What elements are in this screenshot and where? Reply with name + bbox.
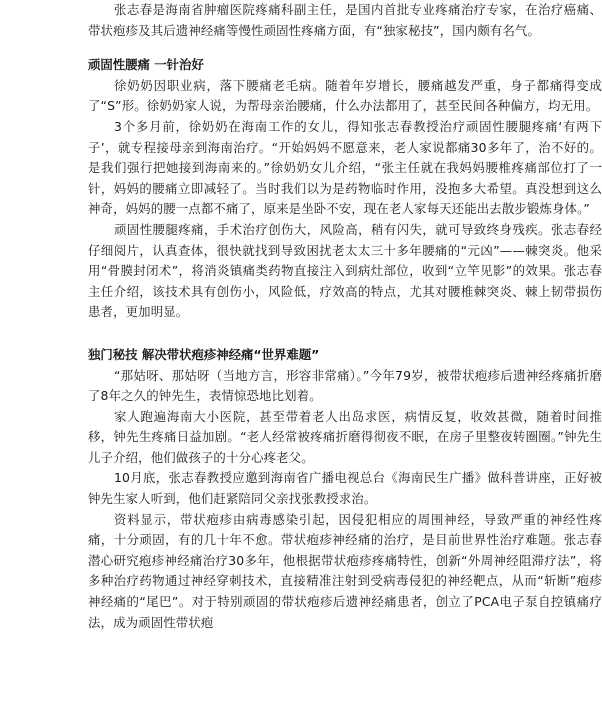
spacer <box>88 323 602 345</box>
paragraph: 徐奶奶因职业病，落下腰痛老毛病。随着年岁增长，腰痛越发严重，身子都痛得变成了“S”形。徐奶奶家人说，为帮母亲治腰痛，什么办法都用了，甚至民间各种偏方，均无用。 <box>88 77 602 114</box>
spacer <box>88 41 602 55</box>
section-heading-lumbar: 顽固性腰痛 一针治好 <box>88 57 204 73</box>
paragraph: 3个多月前，徐奶奶在海南工作的女儿，得知张志春教授治疗顽固性腰腿疼痛‘有两下子’，就专程接母亲到海南治疗。“开始妈妈不愿意来，老人家说都痛30多年了，治不好的。是我们强行把她接到海南来的。”徐奶奶女儿介绍，“张主任就在我妈妈腰椎疼痛部位打了一针，妈妈的腰痛立即减轻了。当时我们以为是药物临时作用，没抱多大希望。真没想到这么神奇，妈妈的腰一点都不痛了，原来是坐卧不安，现在老人家每天还能出去散步锻炼身体。” <box>88 118 602 217</box>
paragraph: 家人跑遍海南大小医院，甚至带着老人出岛求医，病情反复，收效甚微，随着时间推移，钟先生疼痛日益加剧。“老人经常被疼痛折磨得彻夜不眠，在房子里整夜转圈圈。”钟先生儿子介绍，他们做孩子的十分心疼老父。 <box>88 408 602 465</box>
paragraph: 10月底，张志春教授应邀到海南省广播电视总台《海南民生广播》做科普讲座，正好被钟先生家人听到，他们赶紧陪同父亲找张教授求治。 <box>88 470 602 507</box>
paragraph: 资料显示，带状疱疹由病毒感染引起，因侵犯相应的周围神经，导致严重的神经性疼痛，十分顽固，有的几十年不愈。带状疱疹神经痛的治疗，是目前世界性治疗难题。张志春潜心研究疱疹神经痛治疗30多年，他根据带状疱疹疼痛特性，创新“外周神经阻滞疗法”，将多种治疗药物通过神经穿刺技术，直接精准注射到受病毒侵犯的神经靶点，从而“斩断”疱疹神经痛的“尾巴”。对于特别顽固的带状疱疹后遗神经痛患者，创立了PCA电子泵自控镇痛疗法，成为顽固性带状疱 <box>88 511 602 630</box>
intro-paragraph: 张志春是海南省肿瘤医院疼痛科副主任，是国内首批专业疼痛治疗专家，在治疗癌痛、带状疱疹及其后遗神经痛等慢性顽固性疼痛方面，有“独家秘技”，国内颇有名气。 <box>88 2 602 38</box>
paragraph: 顽固性腰腿疼痛，手术治疗创伤大，风险高，稍有闪失，就可导致终身残疾。张志春经仔细阅片，认真查体，很快就找到导致困扰老太太三十多年腰痛的“元凶”——棘突炎。他采用“骨膜封闭术”，将消炎镇痛类药物直接注入到病灶部位，收到“立竿见影”的效果。张志春主任介绍，该技术具有创伤小，风险低，疗效高的特点，尤其对腰椎棘突炎、棘上韧带损伤患者，更加明显。 <box>88 221 602 320</box>
article-body <box>88 0 602 710</box>
paragraph: “那姑呀、那姑呀（当地方言，形容非常痛）。”今年79岁，被带状疱疹后遗神经疼痛折磨了8年之久的钟先生，表情惊恐地比划着。 <box>88 367 602 404</box>
section-heading-herpes: 独门秘技 解决带状疱疹神经痛“世界难题” <box>88 346 320 362</box>
